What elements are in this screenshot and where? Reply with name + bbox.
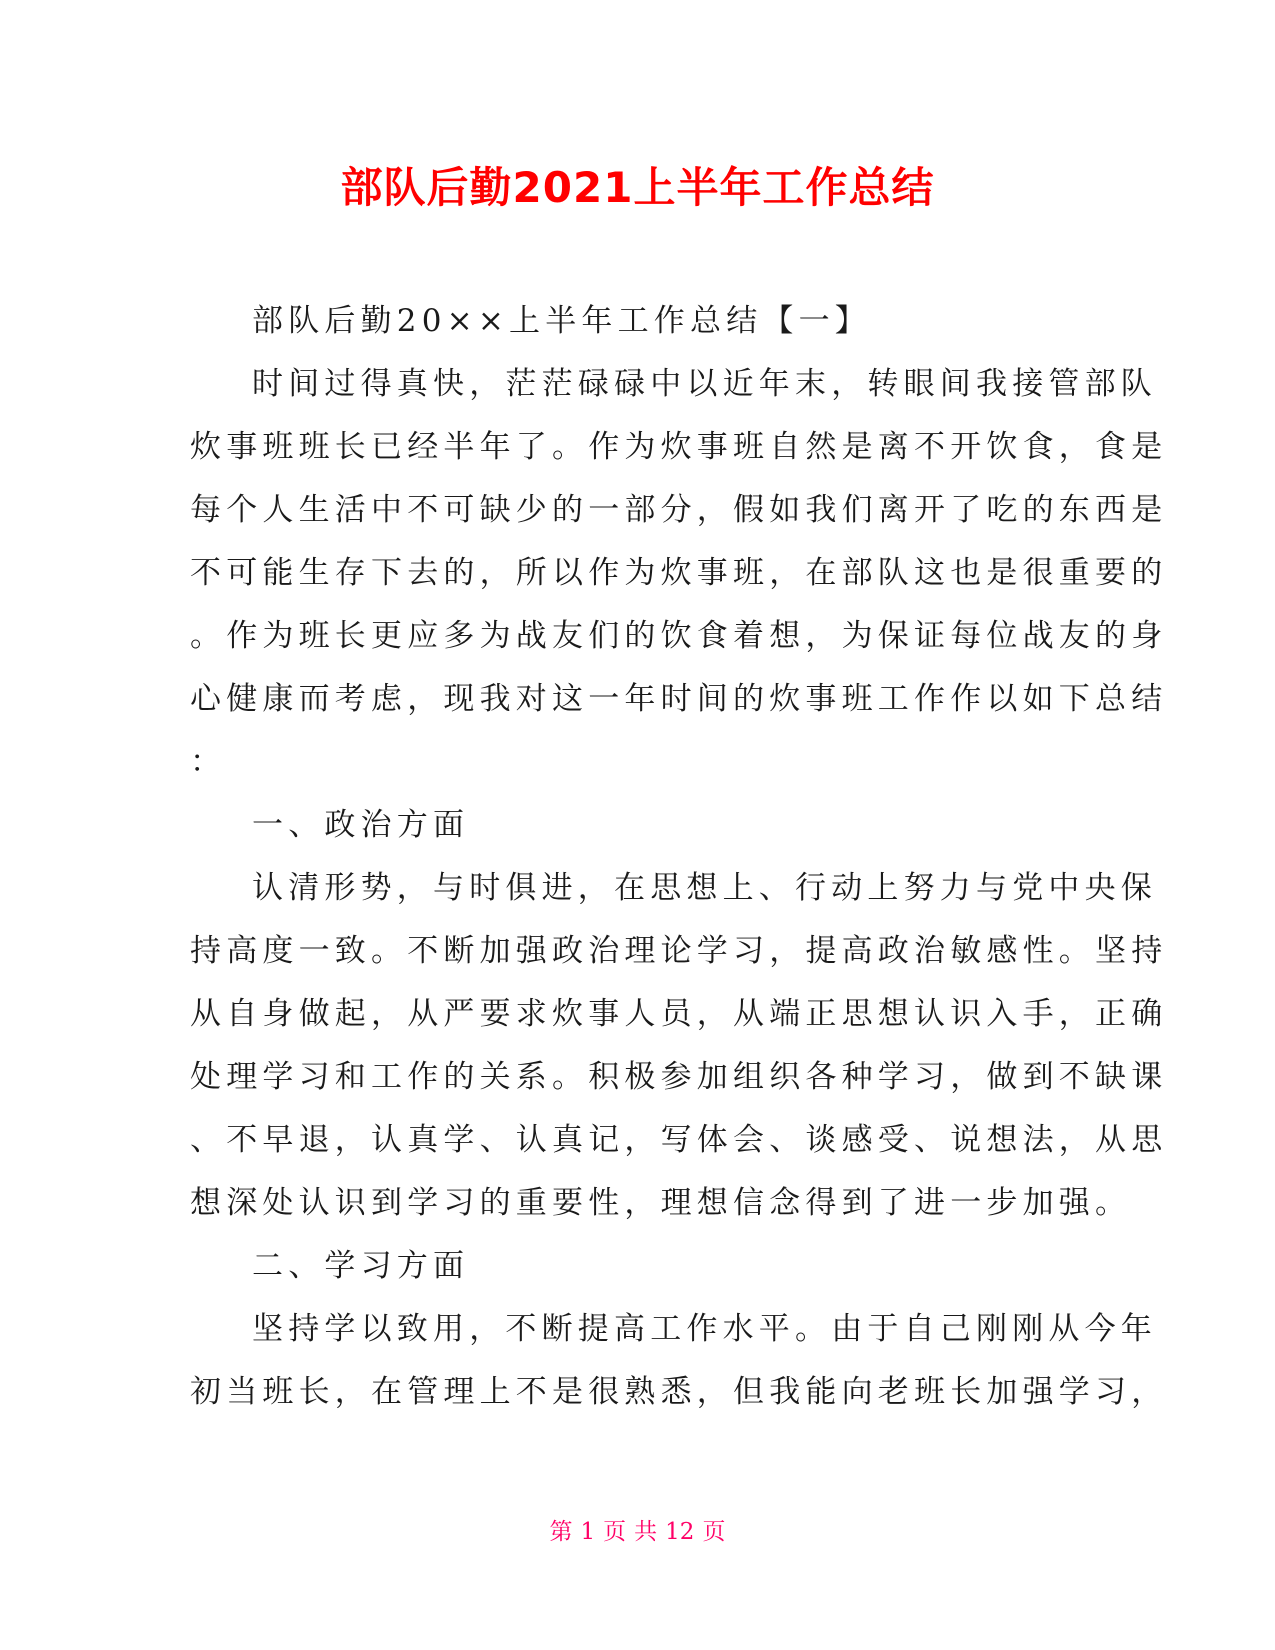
paragraph-line: 心健康而考虑，现我对这一年时间的炊事班工作作以如下总结: [190, 681, 1168, 717]
paragraph-line: 初当班长，在管理上不是很熟悉，但我能向老班长加强学习，: [190, 1374, 1168, 1410]
total-prefix: 共: [634, 1519, 658, 1545]
paragraph-line: 每个人生活中不可缺少的一部分，假如我们离开了吃的东西是: [190, 492, 1168, 528]
section-heading: 部队后勤20××上半年工作总结【一】: [252, 303, 871, 339]
page-footer: [0, 1513, 1275, 1546]
document-body: [190, 290, 1168, 1424]
section-heading: 一、政治方面: [252, 807, 470, 843]
paragraph-line: 、不早退，认真学、认真记，写体会、谈感受、说想法，从思: [190, 1122, 1168, 1158]
paragraph-line: 不可能生存下去的，所以作为炊事班，在部队这也是很重要的: [190, 555, 1168, 591]
section-heading: 二、学习方面: [252, 1248, 470, 1284]
document-title: 部队后勤2021上半年工作总结: [340, 163, 935, 212]
total-pages-number: 12: [665, 1519, 695, 1545]
paragraph-line: 持高度一致。不断加强政治理论学习，提高政治敏感性。坚持: [190, 933, 1168, 969]
page-word: 页: [603, 1519, 627, 1545]
total-suffix: 页: [702, 1519, 726, 1545]
current-page-number: 1: [580, 1519, 596, 1545]
paragraph-line: 认清形势，与时俱进，在思想上、行动上努力与党中央保: [252, 870, 1157, 906]
paragraph-line: 从自身做起，从严要求炊事人员，从端正思想认识入手，正确: [190, 996, 1168, 1032]
paragraph-line: 炊事班班长已经半年了。作为炊事班自然是离不开饮食，食是: [190, 429, 1168, 465]
paragraph-line: ：: [190, 744, 227, 780]
paragraph-line: 处理学习和工作的关系。积极参加组织各种学习，做到不缺课: [190, 1059, 1168, 1095]
page-prefix: 第: [549, 1519, 573, 1545]
paragraph-line: 坚持学以致用，不断提高工作水平。由于自己刚刚从今年: [252, 1311, 1157, 1347]
paragraph-line: 。作为班长更应多为战友们的饮食着想，为保证每位战友的身: [190, 618, 1168, 654]
paragraph-line: 时间过得真快，茫茫碌碌中以近年末，转眼间我接管部队: [252, 366, 1157, 402]
paragraph-line: 想深处认识到学习的重要性，理想信念得到了进一步加强。: [190, 1185, 1132, 1221]
